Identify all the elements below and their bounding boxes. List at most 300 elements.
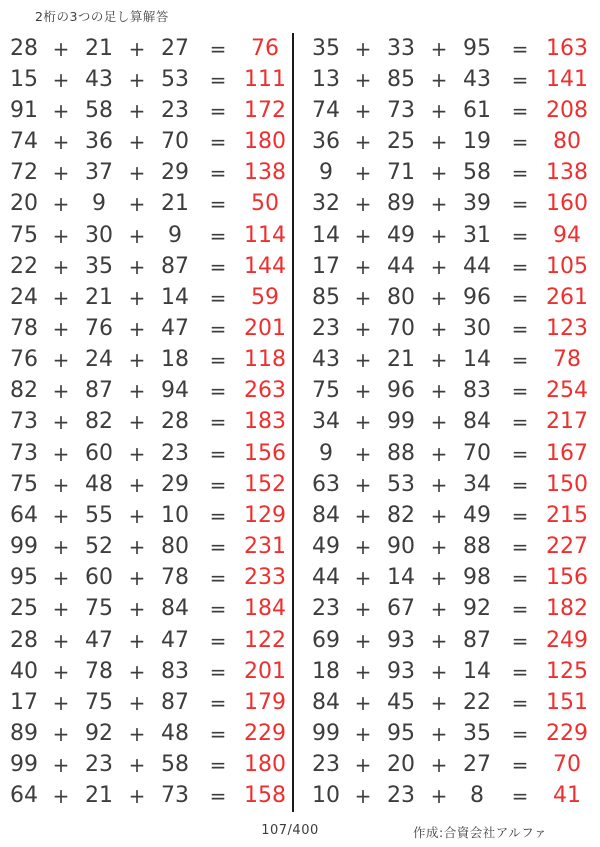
operand-3: 27 [161, 35, 189, 61]
operand-2: 48 [85, 471, 113, 497]
equals-sign: = [511, 503, 529, 528]
operand-1: 32 [312, 191, 340, 217]
equals-sign: = [209, 36, 227, 61]
answer-value: 125 [546, 658, 588, 684]
answer-value: 123 [546, 315, 588, 341]
equals-sign: = [209, 690, 227, 715]
equals-sign: = [209, 285, 227, 310]
operand-3: 61 [463, 97, 491, 123]
operand-3: 88 [463, 534, 491, 560]
plus-sign: + [430, 503, 448, 528]
plus-sign: + [128, 285, 146, 310]
operand-2: 53 [387, 471, 415, 497]
answer-value: 122 [244, 627, 286, 653]
equals-sign: = [209, 535, 227, 560]
equals-sign: = [511, 161, 529, 186]
operand-3: 31 [463, 222, 491, 248]
equals-sign: = [511, 192, 529, 217]
operand-3: 14 [463, 658, 491, 684]
equation-row [302, 469, 600, 500]
answer-value: 129 [244, 502, 286, 528]
plus-sign: + [128, 98, 146, 123]
plus-sign: + [52, 753, 70, 778]
page-title: 2桁の3つの足し算解答 [35, 9, 169, 24]
answer-value: 163 [546, 35, 588, 61]
credit-label: 作成:合資会社アルファ [413, 825, 547, 840]
answer-value: 217 [546, 409, 588, 435]
operand-3: 30 [463, 315, 491, 341]
equals-sign: = [511, 628, 529, 653]
operand-2: 93 [387, 658, 415, 684]
plus-sign: + [52, 348, 70, 373]
operand-1: 99 [10, 752, 38, 778]
operand-2: 67 [387, 596, 415, 622]
operand-2: 23 [387, 783, 415, 809]
plus-sign: + [354, 98, 372, 123]
plus-sign: + [52, 36, 70, 61]
operand-2: 21 [85, 783, 113, 809]
operand-3: 43 [463, 66, 491, 92]
operand-3: 95 [463, 35, 491, 61]
answer-value: 78 [553, 347, 581, 373]
operand-3: 49 [463, 502, 491, 528]
plus-sign: + [354, 379, 372, 404]
plus-sign: + [354, 285, 372, 310]
answer-value: 59 [251, 284, 279, 310]
equals-sign: = [511, 722, 529, 747]
equation-row [0, 563, 292, 594]
answer-value: 105 [546, 253, 588, 279]
answer-value: 160 [546, 191, 588, 217]
equation-row [0, 95, 292, 126]
plus-sign: + [128, 379, 146, 404]
equation-row [0, 625, 292, 656]
equals-sign: = [209, 379, 227, 404]
equation-row [0, 251, 292, 282]
plus-sign: + [354, 441, 372, 466]
equals-sign: = [209, 441, 227, 466]
operand-1: 24 [10, 284, 38, 310]
equals-sign: = [209, 753, 227, 778]
answer-value: 76 [251, 35, 279, 61]
answer-value: 179 [244, 689, 286, 715]
equation-row [302, 282, 600, 313]
operand-2: 75 [85, 596, 113, 622]
operand-1: 78 [10, 315, 38, 341]
plus-sign: + [128, 130, 146, 155]
equation-row [302, 563, 600, 594]
plus-sign: + [128, 67, 146, 92]
operand-3: 87 [463, 627, 491, 653]
answer-value: 249 [546, 627, 588, 653]
equation-row [302, 594, 600, 625]
operand-1: 34 [312, 409, 340, 435]
answer-value: 201 [244, 658, 286, 684]
equals-sign: = [209, 503, 227, 528]
plus-sign: + [128, 503, 146, 528]
answer-value: 114 [244, 222, 286, 248]
operand-1: 91 [10, 97, 38, 123]
plus-sign: + [128, 410, 146, 435]
equals-sign: = [511, 690, 529, 715]
operand-2: 95 [387, 721, 415, 747]
operand-3: 34 [463, 471, 491, 497]
plus-sign: + [354, 566, 372, 591]
operand-1: 64 [10, 783, 38, 809]
plus-sign: + [52, 659, 70, 684]
operand-2: 87 [85, 378, 113, 404]
plus-sign: + [52, 784, 70, 809]
operand-1: 84 [312, 502, 340, 528]
operand-1: 76 [10, 347, 38, 373]
equals-sign: = [209, 254, 227, 279]
equals-sign: = [511, 659, 529, 684]
plus-sign: + [128, 223, 146, 248]
operand-1: 18 [312, 658, 340, 684]
plus-sign: + [52, 441, 70, 466]
equation-row [0, 189, 292, 220]
answer-value: 141 [546, 66, 588, 92]
operand-3: 35 [463, 721, 491, 747]
operand-2: 20 [387, 752, 415, 778]
answer-value: 201 [244, 315, 286, 341]
operand-1: 75 [10, 222, 38, 248]
footer [0, 823, 600, 843]
operand-1: 75 [312, 378, 340, 404]
plus-sign: + [128, 722, 146, 747]
plus-sign: + [52, 566, 70, 591]
answer-value: 231 [244, 534, 286, 560]
plus-sign: + [52, 722, 70, 747]
equals-sign: = [511, 98, 529, 123]
equation-row [302, 656, 600, 687]
plus-sign: + [52, 472, 70, 497]
operand-1: 20 [10, 191, 38, 217]
equation-row [302, 376, 600, 407]
operand-1: 23 [312, 315, 340, 341]
plus-sign: + [430, 566, 448, 591]
operand-1: 63 [312, 471, 340, 497]
operand-3: 87 [161, 253, 189, 279]
plus-sign: + [430, 161, 448, 186]
equals-sign: = [209, 316, 227, 341]
plus-sign: + [430, 67, 448, 92]
plus-sign: + [430, 36, 448, 61]
operand-3: 58 [463, 160, 491, 186]
equation-row [0, 594, 292, 625]
operand-2: 92 [85, 721, 113, 747]
operand-1: 25 [10, 596, 38, 622]
answer-value: 254 [546, 378, 588, 404]
operand-1: 95 [10, 565, 38, 591]
plus-sign: + [52, 254, 70, 279]
operand-1: 17 [312, 253, 340, 279]
plus-sign: + [128, 597, 146, 622]
operand-2: 33 [387, 35, 415, 61]
plus-sign: + [430, 441, 448, 466]
equals-sign: = [209, 722, 227, 747]
plus-sign: + [354, 784, 372, 809]
answer-value: 111 [244, 66, 286, 92]
operand-1: 72 [10, 160, 38, 186]
operand-1: 74 [10, 129, 38, 155]
operand-2: 35 [85, 253, 113, 279]
operand-2: 24 [85, 347, 113, 373]
answer-value: 41 [553, 783, 581, 809]
operand-3: 27 [463, 752, 491, 778]
plus-sign: + [52, 597, 70, 622]
plus-sign: + [52, 690, 70, 715]
equals-sign: = [209, 472, 227, 497]
operand-1: 9 [319, 160, 333, 186]
answer-value: 156 [546, 565, 588, 591]
operand-3: 83 [463, 378, 491, 404]
operand-3: 78 [161, 565, 189, 591]
operand-1: 99 [10, 534, 38, 560]
equation-row [0, 407, 292, 438]
operand-3: 44 [463, 253, 491, 279]
operand-2: 60 [85, 565, 113, 591]
equals-sign: = [209, 566, 227, 591]
equals-sign: = [511, 597, 529, 622]
equals-sign: = [511, 535, 529, 560]
operand-3: 94 [161, 378, 189, 404]
plus-sign: + [52, 379, 70, 404]
equation-row [0, 532, 292, 563]
operand-3: 8 [470, 783, 484, 809]
equation-row [302, 158, 600, 189]
plus-sign: + [354, 659, 372, 684]
operand-2: 71 [387, 160, 415, 186]
equals-sign: = [209, 98, 227, 123]
plus-sign: + [430, 753, 448, 778]
operand-3: 21 [161, 191, 189, 217]
plus-sign: + [354, 36, 372, 61]
plus-sign: + [52, 161, 70, 186]
answer-value: 180 [244, 129, 286, 155]
operand-1: 73 [10, 440, 38, 466]
operand-2: 52 [85, 534, 113, 560]
equals-sign: = [511, 753, 529, 778]
equals-sign: = [511, 472, 529, 497]
equation-row [302, 126, 600, 157]
plus-sign: + [52, 316, 70, 341]
plus-sign: + [354, 535, 372, 560]
equation-row [0, 718, 292, 749]
equals-sign: = [511, 441, 529, 466]
plus-sign: + [430, 535, 448, 560]
equation-row [302, 687, 600, 718]
operand-3: 92 [463, 596, 491, 622]
equals-sign: = [511, 285, 529, 310]
operand-1: 36 [312, 129, 340, 155]
operand-3: 58 [161, 752, 189, 778]
equation-row [0, 126, 292, 157]
equals-sign: = [209, 130, 227, 155]
equals-sign: = [209, 161, 227, 186]
plus-sign: + [430, 98, 448, 123]
answer-value: 156 [244, 440, 286, 466]
plus-sign: + [52, 67, 70, 92]
answer-value: 138 [244, 160, 286, 186]
operand-2: 90 [387, 534, 415, 560]
operand-1: 44 [312, 565, 340, 591]
plus-sign: + [52, 285, 70, 310]
operand-1: 9 [319, 440, 333, 466]
plus-sign: + [430, 410, 448, 435]
operand-3: 39 [463, 191, 491, 217]
answer-value: 183 [244, 409, 286, 435]
operand-2: 14 [387, 565, 415, 591]
plus-sign: + [128, 348, 146, 373]
operand-2: 44 [387, 253, 415, 279]
plus-sign: + [52, 98, 70, 123]
equation-row [0, 282, 292, 313]
operand-2: 73 [387, 97, 415, 123]
plus-sign: + [430, 192, 448, 217]
equals-sign: = [209, 223, 227, 248]
operand-3: 47 [161, 627, 189, 653]
operand-3: 70 [463, 440, 491, 466]
operand-1: 13 [312, 66, 340, 92]
operand-1: 74 [312, 97, 340, 123]
operand-1: 64 [10, 502, 38, 528]
answer-value: 227 [546, 534, 588, 560]
answer-value: 158 [244, 783, 286, 809]
problems-column-left [0, 33, 292, 812]
operand-2: 47 [85, 627, 113, 653]
plus-sign: + [128, 566, 146, 591]
equation-row [0, 345, 292, 376]
answer-value: 94 [553, 222, 581, 248]
answer-value: 80 [553, 129, 581, 155]
answer-value: 261 [546, 284, 588, 310]
answer-value: 50 [251, 191, 279, 217]
plus-sign: + [128, 161, 146, 186]
equals-sign: = [511, 379, 529, 404]
equation-row [0, 64, 292, 95]
operand-2: 25 [387, 129, 415, 155]
plus-sign: + [52, 628, 70, 653]
operand-3: 73 [161, 783, 189, 809]
equation-row [302, 500, 600, 531]
operand-2: 89 [387, 191, 415, 217]
operand-2: 78 [85, 658, 113, 684]
plus-sign: + [128, 753, 146, 778]
equals-sign: = [209, 67, 227, 92]
answer-value: 118 [244, 347, 286, 373]
operand-3: 14 [463, 347, 491, 373]
operand-1: 17 [10, 689, 38, 715]
equals-sign: = [511, 67, 529, 92]
equation-row [302, 64, 600, 95]
equation-row [302, 251, 600, 282]
plus-sign: + [430, 379, 448, 404]
equation-row [0, 220, 292, 251]
plus-sign: + [128, 472, 146, 497]
equation-row [0, 500, 292, 531]
plus-sign: + [128, 690, 146, 715]
plus-sign: + [430, 316, 448, 341]
operand-1: 75 [10, 471, 38, 497]
plus-sign: + [430, 472, 448, 497]
operand-3: 14 [161, 284, 189, 310]
operand-1: 10 [312, 783, 340, 809]
operand-3: 29 [161, 160, 189, 186]
operand-3: 22 [463, 689, 491, 715]
plus-sign: + [52, 503, 70, 528]
plus-sign: + [354, 410, 372, 435]
answer-value: 172 [244, 97, 286, 123]
equals-sign: = [209, 348, 227, 373]
plus-sign: + [430, 722, 448, 747]
operand-3: 9 [168, 222, 182, 248]
plus-sign: + [354, 161, 372, 186]
page-indicator: 107/400 [261, 823, 319, 838]
equals-sign: = [209, 410, 227, 435]
answer-value: 150 [546, 471, 588, 497]
operand-3: 47 [161, 315, 189, 341]
plus-sign: + [52, 535, 70, 560]
answer-value: 151 [546, 689, 588, 715]
problems-column-right [294, 33, 600, 812]
equals-sign: = [511, 130, 529, 155]
plus-sign: + [128, 192, 146, 217]
operand-2: 80 [387, 284, 415, 310]
equals-sign: = [209, 192, 227, 217]
operand-1: 43 [312, 347, 340, 373]
plus-sign: + [128, 628, 146, 653]
plus-sign: + [128, 316, 146, 341]
equals-sign: = [209, 784, 227, 809]
plus-sign: + [128, 535, 146, 560]
operand-2: 45 [387, 689, 415, 715]
operand-2: 75 [85, 689, 113, 715]
operand-1: 89 [10, 721, 38, 747]
plus-sign: + [354, 690, 372, 715]
equals-sign: = [511, 410, 529, 435]
operand-1: 40 [10, 658, 38, 684]
equation-row [302, 407, 600, 438]
plus-sign: + [128, 441, 146, 466]
operand-2: 30 [85, 222, 113, 248]
operand-3: 84 [463, 409, 491, 435]
operand-1: 84 [312, 689, 340, 715]
answer-value: 152 [244, 471, 286, 497]
equation-row [0, 781, 292, 812]
equation-row [0, 376, 292, 407]
plus-sign: + [354, 67, 372, 92]
operand-2: 70 [387, 315, 415, 341]
operand-3: 84 [161, 596, 189, 622]
operand-1: 35 [312, 35, 340, 61]
answer-value: 182 [546, 596, 588, 622]
equals-sign: = [511, 316, 529, 341]
operand-2: 55 [85, 502, 113, 528]
answer-value: 208 [546, 97, 588, 123]
operand-3: 23 [161, 97, 189, 123]
operand-2: 96 [387, 378, 415, 404]
equation-row [302, 625, 600, 656]
operand-1: 73 [10, 409, 38, 435]
equation-row [302, 438, 600, 469]
plus-sign: + [354, 503, 372, 528]
equals-sign: = [209, 659, 227, 684]
equation-row [302, 313, 600, 344]
operand-3: 19 [463, 129, 491, 155]
equation-row [0, 158, 292, 189]
plus-sign: + [128, 36, 146, 61]
